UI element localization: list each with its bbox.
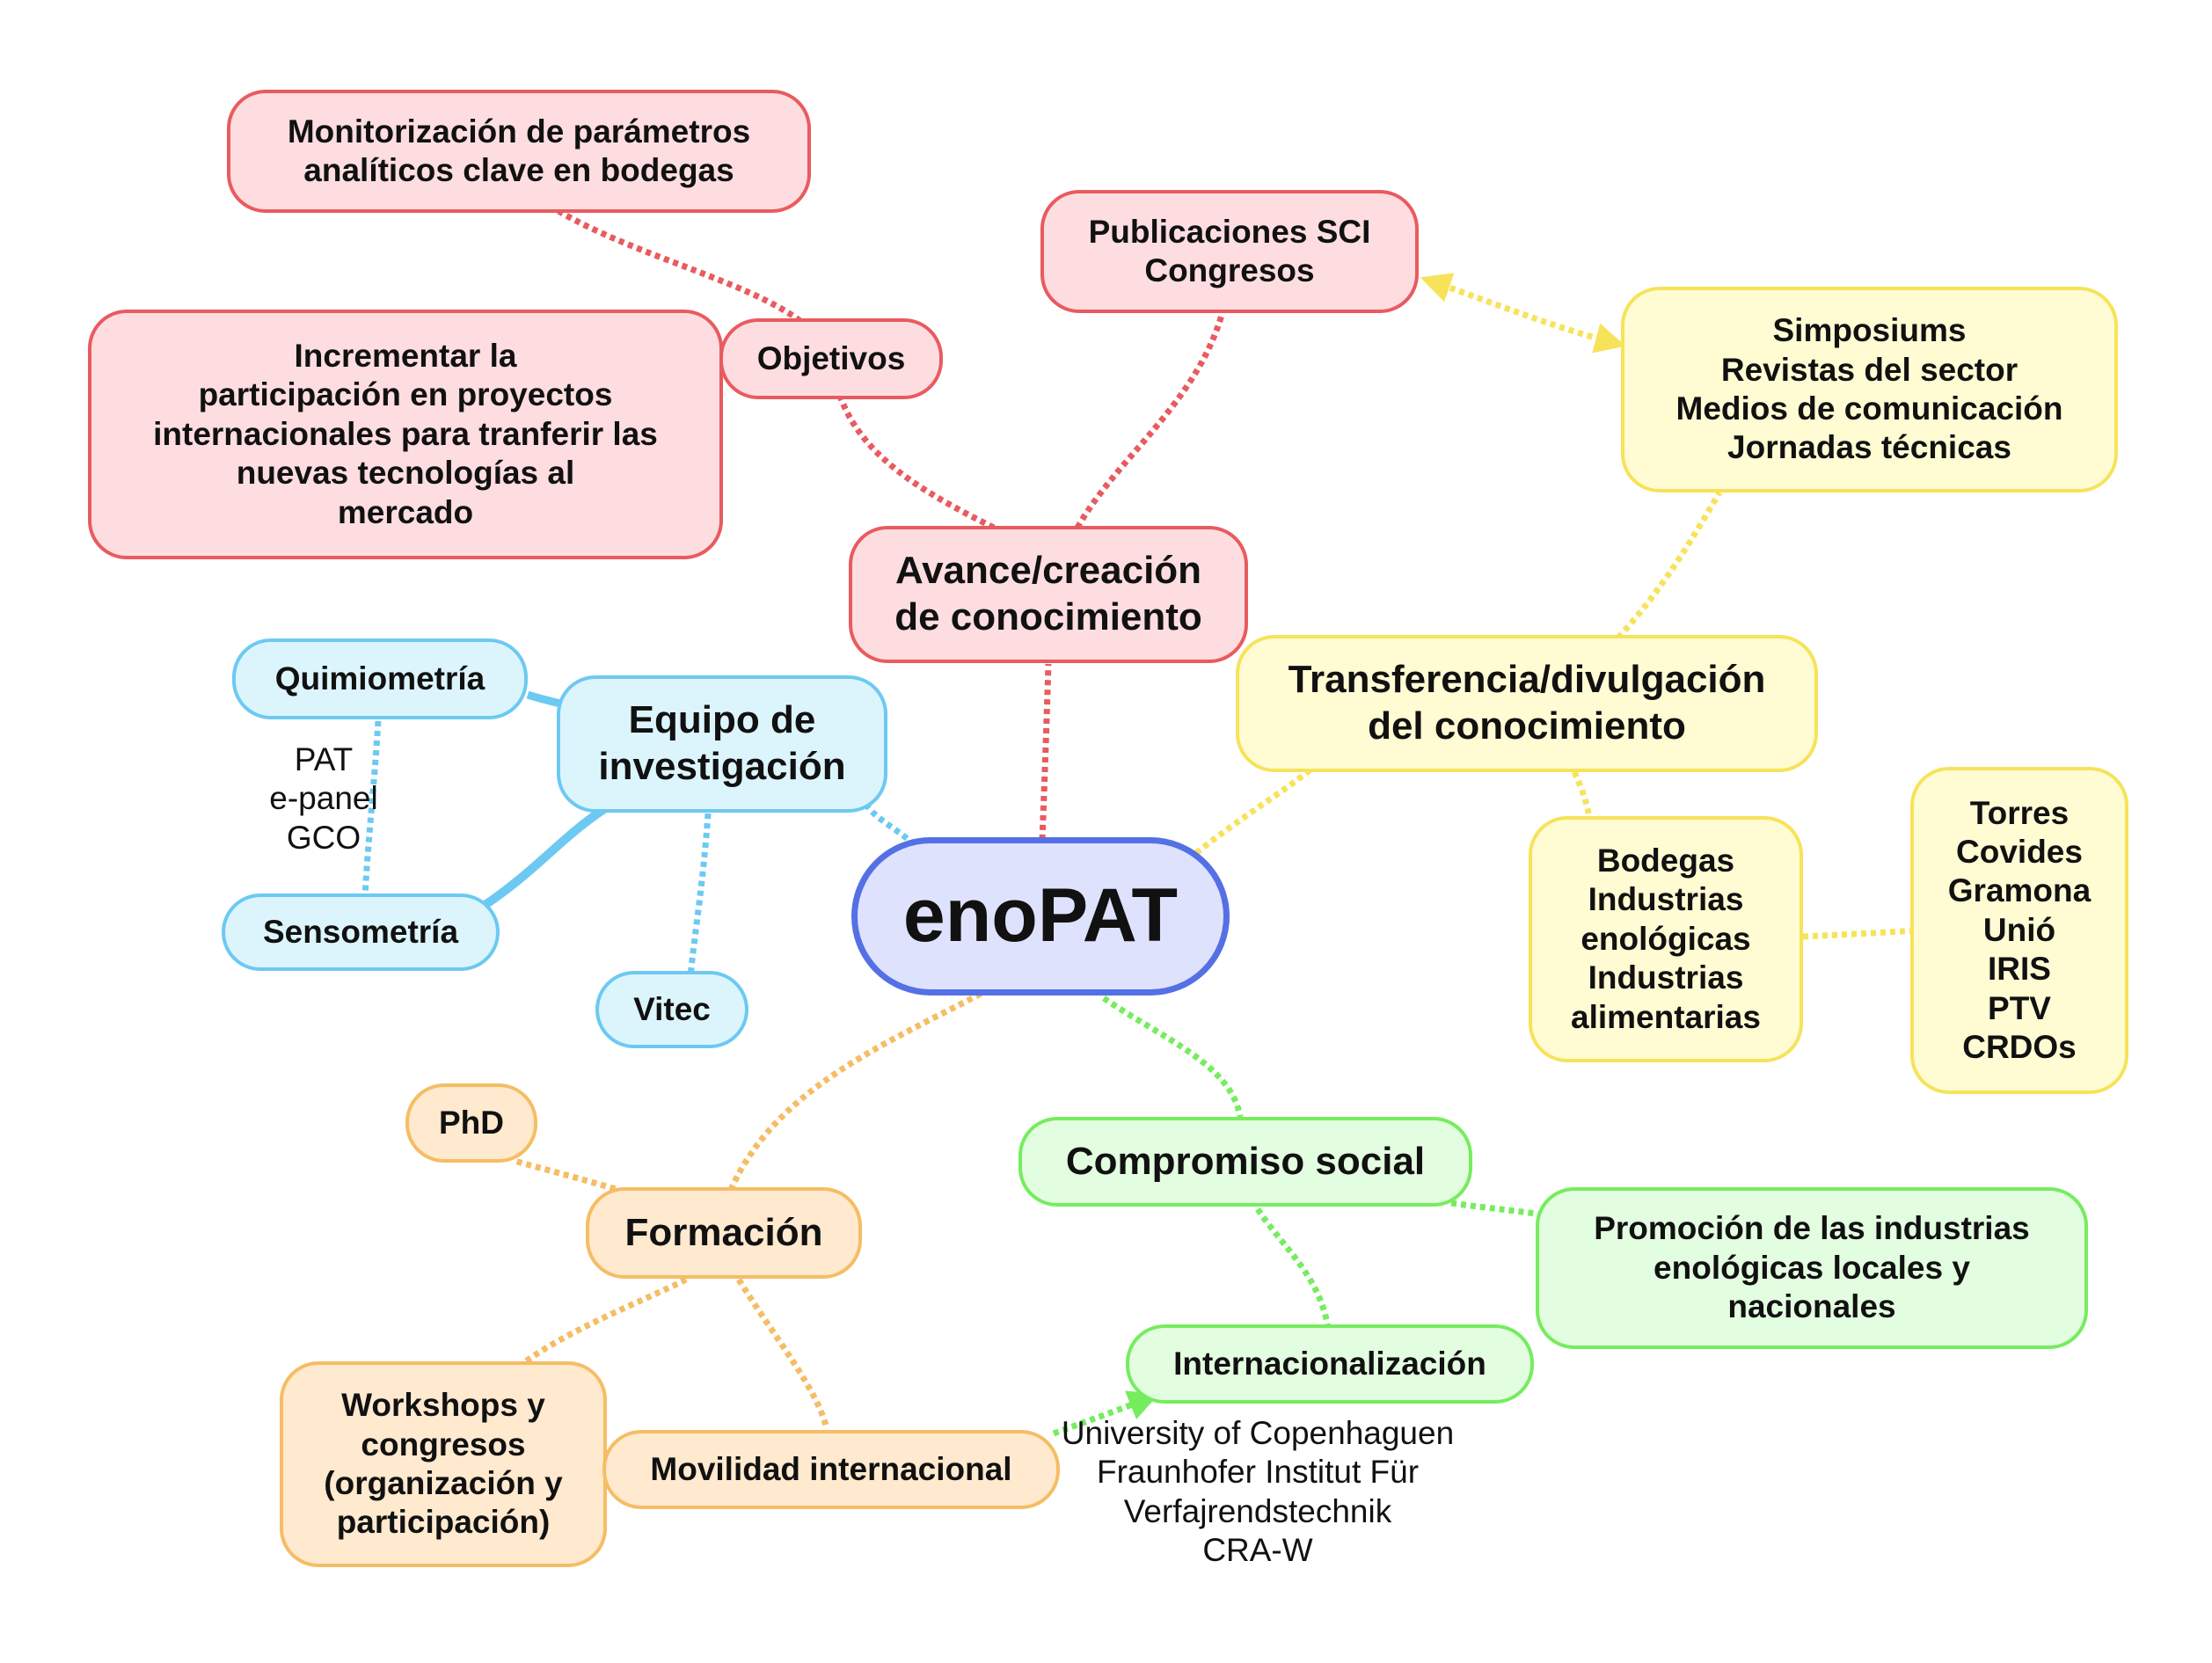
connector-formacion-workshops [523,1280,686,1363]
connector-center-compromiso [1104,998,1240,1117]
quimiometria-node[interactable]: Quimiometría [232,638,528,719]
simposiums-node[interactable]: Simposiums Revistas del sector Medios de comunicación Jornadas técnicas [1621,287,2118,492]
sensometria-node[interactable]: Sensometría [222,893,500,971]
connector-avance-publicaciones [1077,312,1223,528]
connector-center-transferencia [1196,770,1310,853]
bodegas-node[interactable]: Bodegas Industrias enológicas Industrias alimentarias [1529,816,1803,1062]
connector-formacion-phd [515,1161,624,1192]
connector-center-avance [1042,664,1048,840]
objetivos-node[interactable]: Objetivos [719,318,943,399]
transferencia-node[interactable]: Transferencia/divulgación del conocimiento [1236,635,1818,772]
connector-compromiso-promocion [1451,1203,1544,1215]
connector-equipo-vitec [690,813,708,976]
internacionalizacion-node[interactable]: Internacionalización [1126,1324,1534,1404]
connector-transferencia-simposiums [1618,492,1719,638]
connector-transferencia-bodegas [1574,772,1590,822]
formacion-node[interactable]: Formación [586,1187,862,1279]
connector-objetivos-monitorizacion [558,211,800,321]
connector-compromiso-internacionalizacion [1258,1209,1328,1328]
connector-center-equipo [866,805,915,844]
connector-avance-objetivos [840,396,994,528]
center-node[interactable]: enoPAT [851,837,1230,996]
equipo-node[interactable]: Equipo de investigación [557,675,887,813]
avance-node[interactable]: Avance/creación de conocimiento [849,526,1248,663]
pat-tools-label: PAT e-panel GCO [269,741,378,856]
institutions-label: University of Copenhaguen Fraunhofer Institut Für Verfajrendstechnik CRA-W [1061,1415,1455,1569]
connector-center-formacion [730,994,981,1192]
monitorizacion-node[interactable]: Monitorización de parámetros analíticos clave en bodegas [227,90,811,213]
connector-equipo-sensometria [484,807,607,906]
incrementar-node[interactable]: Incrementar la participación en proyectos internacionales para tranferir las nuevas tecnologías al mercado [88,310,723,559]
torres-node[interactable]: Torres Covides Gramona Unió IRIS PTV CRDOs [1910,767,2128,1094]
connector-formacion-movilidad [739,1280,827,1429]
connector-publicaciones-simposiums [1432,281,1614,343]
connector-bodegas-torres [1803,930,1916,937]
phd-node[interactable]: PhD [405,1083,537,1163]
promocion-node[interactable]: Promoción de las industrias enológicas locales y nacionales [1536,1187,2088,1349]
vitec-node[interactable]: Vitec [595,971,748,1048]
compromiso-node[interactable]: Compromiso social [1018,1117,1472,1207]
publicaciones-node[interactable]: Publicaciones SCI Congresos [1040,190,1419,313]
workshops-node[interactable]: Workshops y congresos (organización y participación) [280,1361,607,1567]
movilidad-node[interactable]: Movilidad internacional [602,1430,1060,1509]
